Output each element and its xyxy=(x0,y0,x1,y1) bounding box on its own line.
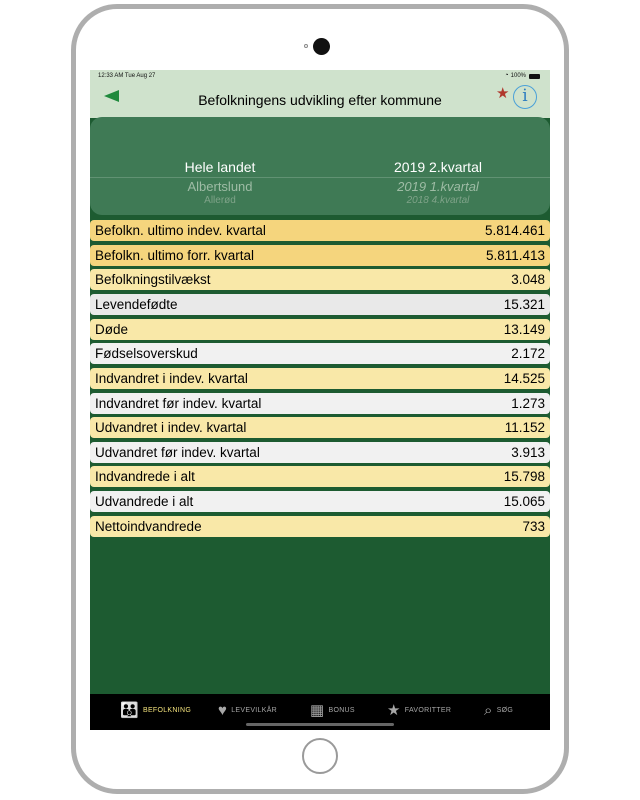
status-clock: 12:33 AM xyxy=(98,73,124,79)
status-bar xyxy=(90,70,550,84)
table-row[interactable] xyxy=(90,417,550,438)
people-icon: 👪 xyxy=(120,702,139,719)
front-camera xyxy=(313,38,330,55)
table-row[interactable] xyxy=(90,491,550,512)
table-row[interactable] xyxy=(90,466,550,487)
row-label: Indvandrede i alt xyxy=(95,469,195,484)
page-title: Befolkningens udvikling efter kommune xyxy=(198,92,442,108)
picker-option[interactable]: Allerød xyxy=(204,195,236,206)
row-label: Nettoindvandrede xyxy=(95,519,202,534)
table-row[interactable] xyxy=(90,393,550,414)
picker-option[interactable]: 2018 4.kvartal xyxy=(406,195,470,206)
picker-selected-quarter[interactable]: 2019 2.kvartal xyxy=(394,159,482,175)
row-value: 5.811.413 xyxy=(485,248,545,263)
row-value: 733 xyxy=(522,519,545,534)
row-label: Udvandret i indev. kvartal xyxy=(95,420,247,435)
navigation-bar xyxy=(90,84,550,118)
row-label: Befolkningstilvækst xyxy=(95,272,211,287)
row-label: Udvandrede i alt xyxy=(95,494,194,509)
row-value: 13.149 xyxy=(503,322,545,337)
table-row[interactable] xyxy=(90,294,550,315)
row-label: Levendefødte xyxy=(95,297,178,312)
status-indicators xyxy=(504,73,540,79)
tab-label: SØG xyxy=(496,707,514,714)
battery-percent: 100% xyxy=(510,73,526,79)
gift-icon: ▦ xyxy=(310,702,325,719)
status-date: Tue Aug 27 xyxy=(124,73,156,79)
row-value: 11.152 xyxy=(504,420,545,435)
selection-picker[interactable] xyxy=(90,117,550,215)
row-value: 15.065 xyxy=(503,494,545,509)
picker-option[interactable]: 2019 1.kvartal xyxy=(397,179,479,194)
row-value: 14.525 xyxy=(503,371,545,386)
tab-soeg[interactable] xyxy=(484,703,513,718)
tab-befolkning[interactable] xyxy=(120,703,191,718)
info-icon[interactable]: i xyxy=(513,85,537,109)
row-label: Døde xyxy=(95,322,129,337)
quarter-picker[interactable] xyxy=(338,117,538,215)
status-time xyxy=(98,73,155,79)
home-indicator xyxy=(246,723,394,726)
row-label: Udvandret før indev. kvartal xyxy=(95,445,260,460)
row-value: 15.321 xyxy=(503,297,545,312)
row-value: 2.172 xyxy=(511,346,545,361)
wifi-icon: ◔ xyxy=(504,72,509,79)
home-button[interactable] xyxy=(302,738,338,774)
row-value: 3.913 xyxy=(511,445,545,460)
tab-levevilkaar[interactable] xyxy=(218,703,277,718)
table-row[interactable] xyxy=(90,343,550,364)
row-value: 5.814.461 xyxy=(484,223,545,238)
tab-label: BONUS xyxy=(328,707,355,714)
row-label: Indvandret i indev. kvartal xyxy=(95,371,248,386)
tab-label: LEVEVILKÅR xyxy=(231,707,278,714)
search-icon: ⌕ xyxy=(484,702,493,719)
picker-option[interactable]: Albertslund xyxy=(187,179,253,194)
row-value: 15.798 xyxy=(503,469,545,484)
tab-label: FAVORITTER xyxy=(404,707,452,714)
table-row[interactable] xyxy=(90,516,550,537)
row-label: Fødselsoverskud xyxy=(95,346,198,361)
battery-icon xyxy=(529,74,540,79)
row-label: Befolkn. ultimo indev. kvartal xyxy=(95,223,266,238)
tab-label: BEFOLKNING xyxy=(142,707,192,714)
row-value: 1.273 xyxy=(511,396,545,411)
sensor-dot xyxy=(304,44,308,48)
picker-selected-municipality[interactable]: Hele landet xyxy=(184,159,256,175)
table-row[interactable] xyxy=(90,269,550,290)
table-row[interactable] xyxy=(90,245,550,266)
municipality-picker[interactable] xyxy=(120,117,320,215)
table-row[interactable] xyxy=(90,442,550,463)
app-screen xyxy=(90,70,550,730)
tab-bonus[interactable] xyxy=(310,703,355,718)
hand-heart-icon: ♥ xyxy=(218,702,228,719)
table-row[interactable] xyxy=(90,220,550,241)
tab-favoritter[interactable] xyxy=(387,703,451,718)
table-row[interactable] xyxy=(90,368,550,389)
row-label: Indvandret før indev. kvartal xyxy=(95,396,262,411)
favorite-star-icon[interactable]: ★ xyxy=(496,85,510,102)
row-label: Befolkn. ultimo forr. kvartal xyxy=(95,248,255,263)
row-value: 3.048 xyxy=(511,272,545,287)
star-icon: ★ xyxy=(387,702,401,719)
table-row[interactable] xyxy=(90,319,550,340)
